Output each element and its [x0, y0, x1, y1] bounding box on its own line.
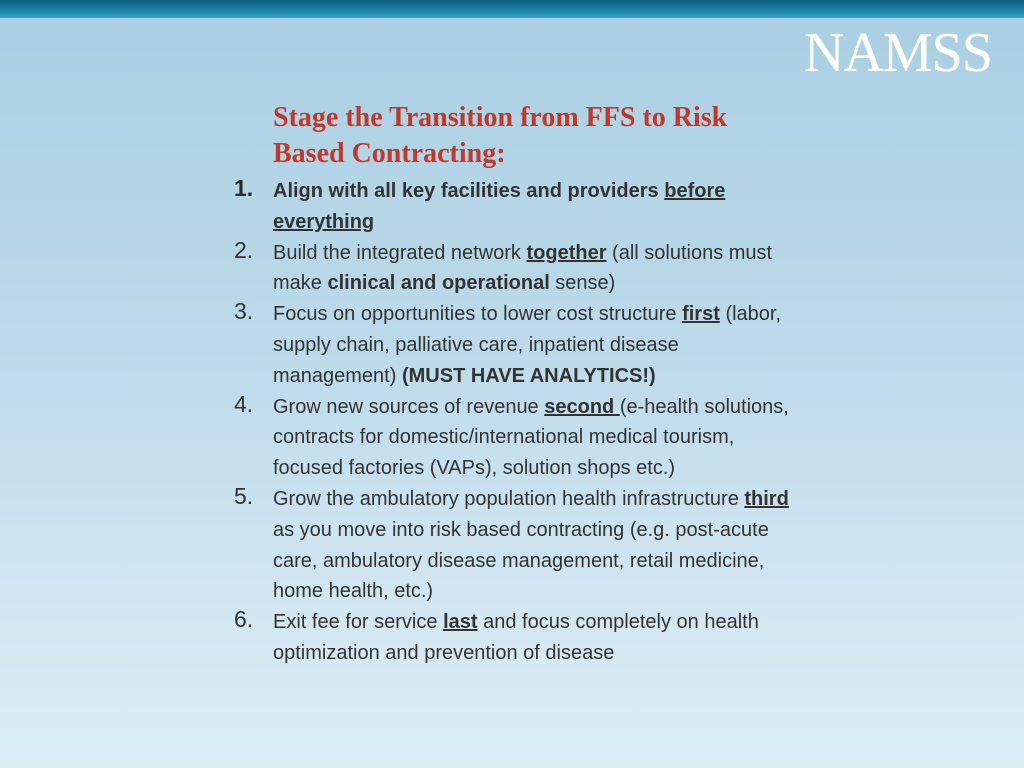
bold-text: (MUST HAVE ANALYTICS!) — [401, 364, 656, 387]
list-number: 6. — [234, 606, 254, 633]
item-text: Build the integrated network — [273, 241, 527, 264]
list-item-1 — [232, 176, 802, 238]
item-text: (labor, supply chain, palliative care, inpatient disease management) — [273, 303, 782, 387]
bold-text: clinical and operational — [327, 272, 550, 295]
emphasis-text: first — [682, 303, 720, 326]
list-item-4 — [232, 392, 802, 484]
item-text: (all solutions must make — [273, 241, 773, 295]
list-number: 5. — [234, 482, 254, 509]
emphasis-text: together — [526, 241, 607, 264]
list-number: 3. — [234, 298, 254, 325]
list-number: 1. — [234, 175, 254, 201]
item-text: and focus completely on health optimization and prevention of disease — [273, 611, 759, 664]
item-text: Exit fee for service — [273, 611, 444, 634]
item-text: Align with all key facilities and providers — [273, 180, 665, 202]
emphasis-text: second — [544, 395, 620, 418]
list-item-3 — [232, 299, 802, 391]
slide-title: Stage the Transition from FFS to Risk Based Contracting: — [273, 102, 728, 169]
slide-content — [232, 100, 802, 669]
emphasis-text: third — [744, 487, 789, 510]
item-text: as you move into risk based contracting (e.g. post-acute care, ambulatory disease management, retail medicine, home health, etc.) — [273, 518, 769, 603]
list-item-6 — [232, 607, 802, 669]
top-banner-bar — [0, 0, 1024, 18]
item-text: Focus on opportunities to lower cost structure — [273, 303, 683, 326]
item-text: sense) — [549, 272, 616, 295]
item-text: Grow new sources of revenue — [273, 395, 545, 418]
namss-logo: NAMSS — [804, 22, 992, 84]
list-number: 2. — [234, 236, 254, 263]
emphasis-text: last — [443, 611, 478, 634]
emphasis-text: before everything — [273, 180, 726, 233]
item-text: (e-health solutions, contracts for domestic/international medical tourism, focused factories (VAPs), solution shops etc.) — [273, 395, 789, 480]
list-item-5 — [232, 484, 802, 607]
list-item-2 — [232, 238, 802, 300]
item-text: Grow the ambulatory population health infrastructure — [273, 487, 745, 510]
list-number: 4. — [234, 390, 254, 417]
numbered-list — [232, 176, 802, 669]
